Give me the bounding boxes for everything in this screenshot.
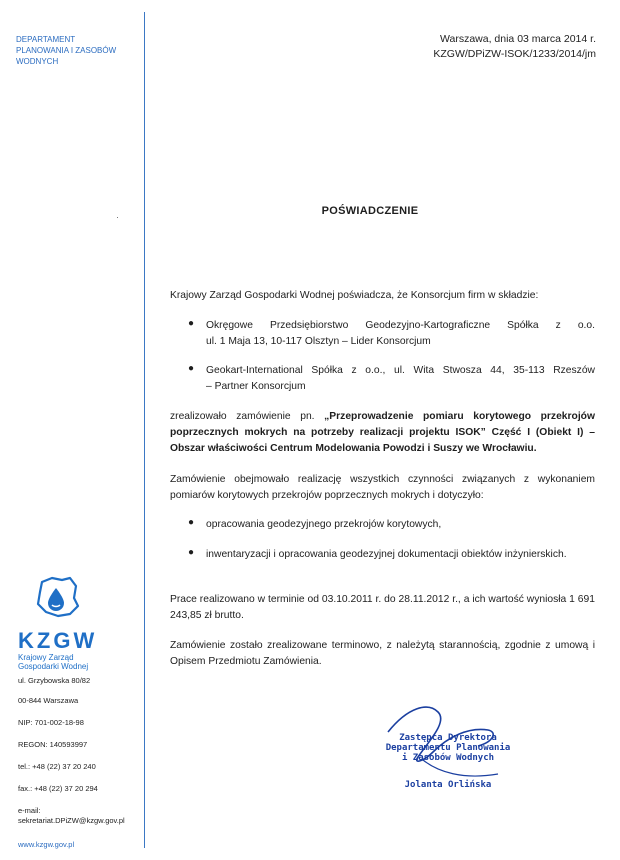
bullet-icon: ● [188,547,195,558]
scope-item: opracowania geodezyjnego przekrojów korytowych, [206,519,442,530]
order-title: „Przeprowadzenie pomiaru korytowego przekrojów poprzecznych mokrych na potrzeby realizacji projektu ISOK” Część I (Obiekt I) – Obszar właściwości Centrum Modelowania Powodzi i Suszy we Wrocławiu. [170,411,595,454]
contact-email[interactable]: sekretariat.DPiZW@kzgw.gov.pl [18,816,125,825]
bullet-icon: ● [188,318,195,329]
logo-subtitle-line: Gospodarki Wodnej [18,662,89,671]
document-title: POŚWIADCZENIE [321,205,419,217]
logo-wordmark: KZGW [18,628,98,653]
scope-item: inwentaryzacji i opracowania geodezyjnej dokumentacji obiektów inżynierskich. [206,549,567,560]
bullet-icon: ● [188,363,195,374]
term-paragraph: Prace realizowano w terminie od 03.10.2011 r. do 28.11.2012 r., a ich wartość wyniosła 1 691 243,85 zł brutto. [170,594,595,621]
closing-paragraph: Zamówienie zostało zrealizowane terminowo, z należytą starannością, zgodnie z umową i Opisem Przedmiotu Zamówienia. [170,640,595,667]
reference-number: KZGW/DPiZW-ISOK/1233/2014/jm [433,48,596,60]
place-date: Warszawa, dnia 03 marca 2014 r. [439,33,596,45]
consortium-member [206,318,595,350]
member-address: ul. 1 Maja 13, 10-117 Olsztyn – Lider Konsorcjum [206,336,431,347]
signatory-name: Jolanta Orlińska [404,780,492,790]
stamp-line: i Zasobów Wodnych [401,753,495,763]
consortium-member [206,363,595,395]
department-line: PLANOWANIA I ZASOBÓW [16,46,117,55]
logo-subtitle-line: Krajowy Zarząd [18,653,74,662]
website-link[interactable]: www.kzgw.gov.pl [18,840,75,849]
poland-map-icon [32,572,82,622]
member-address: – Partner Konsorcjum [206,381,306,392]
department-line: DEPARTAMENT [16,35,76,44]
member-name: Geokart-International Spółka z o.o., ul. Wita Stwosza 44, 35-113 Rzeszów [206,365,595,376]
department-name [16,34,142,67]
order-prefix: zrealizowało zamówienie pn. [170,411,315,422]
contact-address: ul. Grzybowska 80/82 [18,676,91,685]
contact-regon: REGON: 140593997 [18,740,88,749]
member-name: Okręgowe Przedsiębiorstwo Geodezyjno-Kartograficzne Spółka z o.o. [206,320,595,331]
intro-paragraph: Krajowy Zarząd Gospodarki Wodnej poświadcza, że Konsorcjum firm w składzie: [170,290,539,301]
contact-nip: NIP: 701-002-18-98 [18,718,84,727]
contact-email-label: e-mail: [18,806,41,815]
scope-intro: Zamówienie obejmowało realizację wszystkich czynności związanych z wykonaniem pomiarów korytowych przekrojów poprzecznych mokrych i dotyczyło: [170,474,595,501]
bullet-icon: ● [188,517,195,528]
department-line: WODNYCH [16,57,59,66]
margin-dot [117,217,118,218]
stamp-line: Zastępca Dyrektora [399,733,497,743]
order-paragraph [170,409,595,457]
contact-phone: tel.: +48 (22) 37 20 240 [18,762,96,771]
stamp-line: Departamentu Planowania [385,743,511,753]
contact-fax: fax.: +48 (22) 37 20 294 [18,784,98,793]
letter-header [433,32,596,62]
official-stamp [368,733,528,763]
kzgw-logo [18,572,138,671]
sidebar-divider [144,12,145,848]
contact-postcode: 00-844 Warszawa [18,696,79,705]
